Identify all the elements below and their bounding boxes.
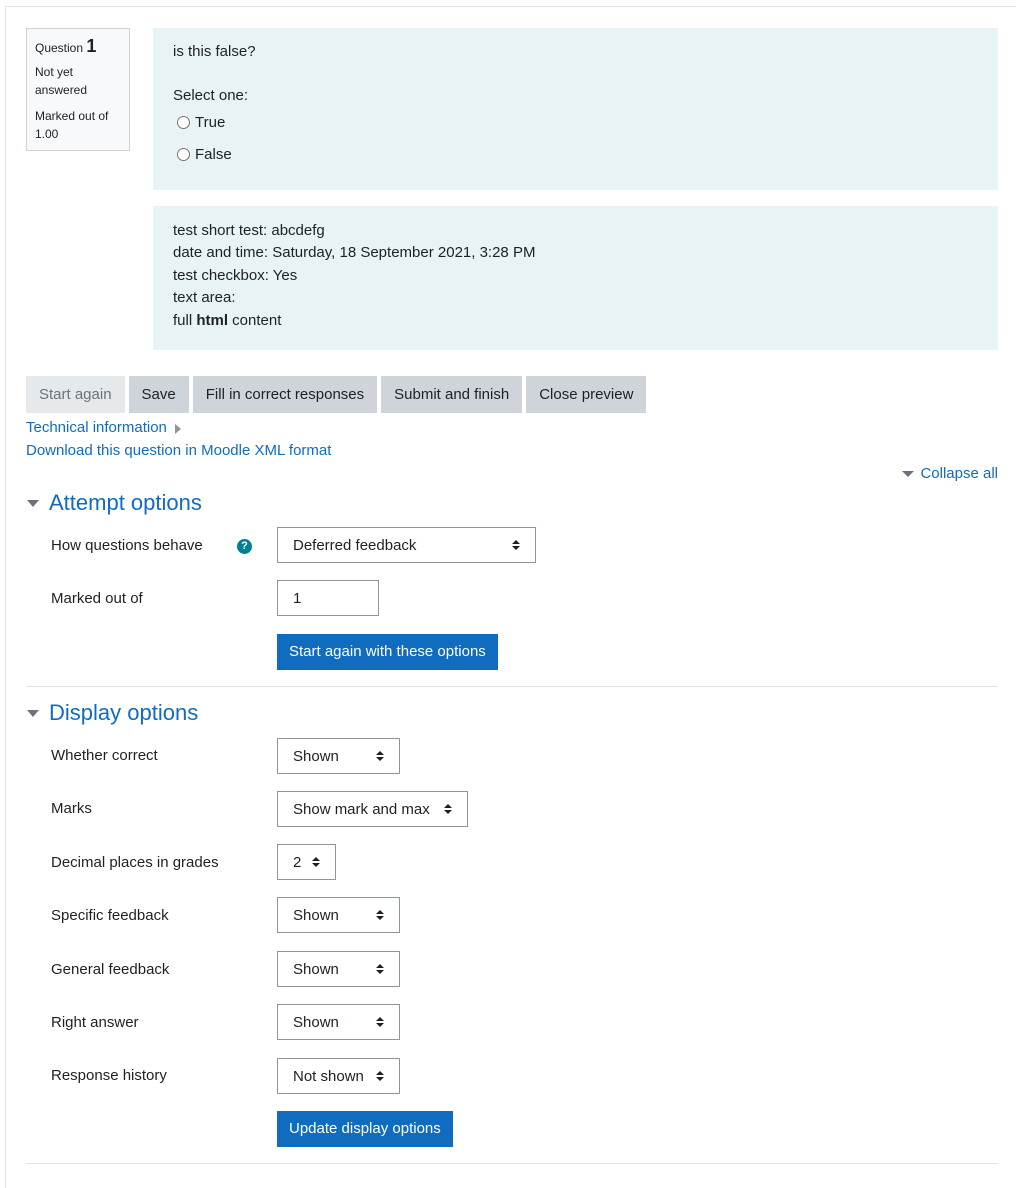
close-preview-button[interactable]: Close preview: [526, 376, 646, 413]
start-again-button[interactable]: Start again: [26, 376, 125, 413]
specific-feedback-select[interactable]: [277, 897, 400, 933]
outcome-html-pre: full: [173, 311, 197, 329]
select-value: 2: [293, 853, 302, 871]
question-info: [26, 28, 130, 151]
section-title: Display options: [49, 700, 199, 725]
decimal-places-select[interactable]: [277, 844, 336, 880]
divider: [26, 686, 998, 687]
select-arrows-icon: [376, 910, 384, 920]
outcome-html-line: [173, 310, 978, 332]
outcome-line: text area:: [173, 289, 236, 307]
select-value: Show mark and max: [293, 800, 430, 818]
select-arrows-icon: [376, 964, 384, 974]
collapse-icon: [27, 500, 39, 507]
option-label: Whether correct: [51, 747, 158, 764]
answer-prompt: Select one:: [173, 87, 249, 104]
answer-option-false[interactable]: [177, 146, 232, 163]
select-arrows-icon: [312, 857, 320, 867]
caret-down-icon: [902, 471, 914, 477]
select-value: Shown: [293, 747, 339, 765]
option-label: Response history: [51, 1067, 167, 1084]
question-formulation: [153, 28, 998, 190]
marked-out-of-input[interactable]: [277, 580, 379, 616]
select-value: Shown: [293, 906, 339, 924]
outcome-line: test short test: abcdefg: [173, 222, 325, 239]
select-value: Shown: [293, 960, 339, 978]
help-icon[interactable]: ?: [237, 539, 252, 554]
divider: [26, 1163, 998, 1164]
right-answer-select[interactable]: [277, 1004, 400, 1040]
preview-controls: [26, 376, 646, 413]
collapse-icon: [27, 710, 39, 717]
update-display-options-button[interactable]: Update display options: [277, 1111, 453, 1147]
question-grade: Marked out of 1.00: [35, 109, 109, 141]
select-arrows-icon: [512, 540, 520, 550]
start-again-with-options-button[interactable]: Start again with these options: [277, 634, 498, 670]
outcome-html-post: content: [228, 311, 282, 329]
outcome-line: test checkbox: Yes: [173, 266, 298, 284]
answer-option-label: False: [195, 146, 232, 163]
question-number-value: 1: [86, 36, 97, 56]
option-label: General feedback: [51, 961, 170, 978]
option-label: Decimal places in grades: [51, 854, 219, 871]
option-label: Specific feedback: [51, 907, 169, 924]
fill-correct-button[interactable]: Fill in correct responses: [193, 376, 377, 413]
expand-right-icon: [175, 424, 181, 434]
question-outcome: [153, 206, 998, 350]
select-arrows-icon: [444, 804, 452, 814]
outcome-html-bold: html: [196, 311, 229, 329]
display-options-header[interactable]: [26, 700, 198, 726]
technical-information-toggle[interactable]: [26, 419, 181, 436]
question-text: is this false?: [173, 43, 256, 60]
general-feedback-select[interactable]: [277, 951, 400, 987]
marked-out-of-label: Marked out of: [51, 590, 143, 607]
marks-select[interactable]: [277, 791, 468, 827]
question-state: Not yet answered: [35, 65, 88, 97]
answer-option-label: True: [195, 114, 226, 131]
download-xml-link[interactable]: Download this question in Moodle XML format: [26, 442, 332, 459]
collapse-all-label: Collapse all: [920, 465, 998, 482]
collapse-all-link[interactable]: [902, 465, 998, 482]
attempt-options-header[interactable]: [26, 490, 202, 516]
option-label: Marks: [51, 800, 92, 817]
outcome-line: date and time: Saturday, 18 September 2021, 3:28 PM: [173, 244, 536, 262]
response-history-select[interactable]: [277, 1058, 400, 1094]
save-button[interactable]: Save: [129, 376, 189, 413]
whether-correct-select[interactable]: [277, 738, 400, 774]
radio-false[interactable]: [177, 148, 190, 161]
select-arrows-icon: [376, 1071, 384, 1081]
option-label: Right answer: [51, 1014, 139, 1031]
technical-information-link[interactable]: Technical information: [26, 419, 167, 436]
select-arrows-icon: [376, 1017, 384, 1027]
select-value: Not shown: [293, 1067, 364, 1085]
radio-true[interactable]: [177, 116, 190, 129]
behaviour-label: How questions behave: [51, 537, 203, 554]
select-value: Shown: [293, 1013, 339, 1031]
select-value: Deferred feedback: [293, 536, 417, 554]
question-label: Question: [35, 41, 84, 55]
input-value: 1: [293, 589, 302, 607]
answer-option-true[interactable]: [177, 114, 225, 131]
behaviour-select[interactable]: [277, 527, 536, 563]
select-arrows-icon: [376, 751, 384, 761]
question-number: [35, 37, 121, 57]
section-title: Attempt options: [49, 490, 202, 515]
submit-finish-button[interactable]: Submit and finish: [381, 376, 522, 413]
